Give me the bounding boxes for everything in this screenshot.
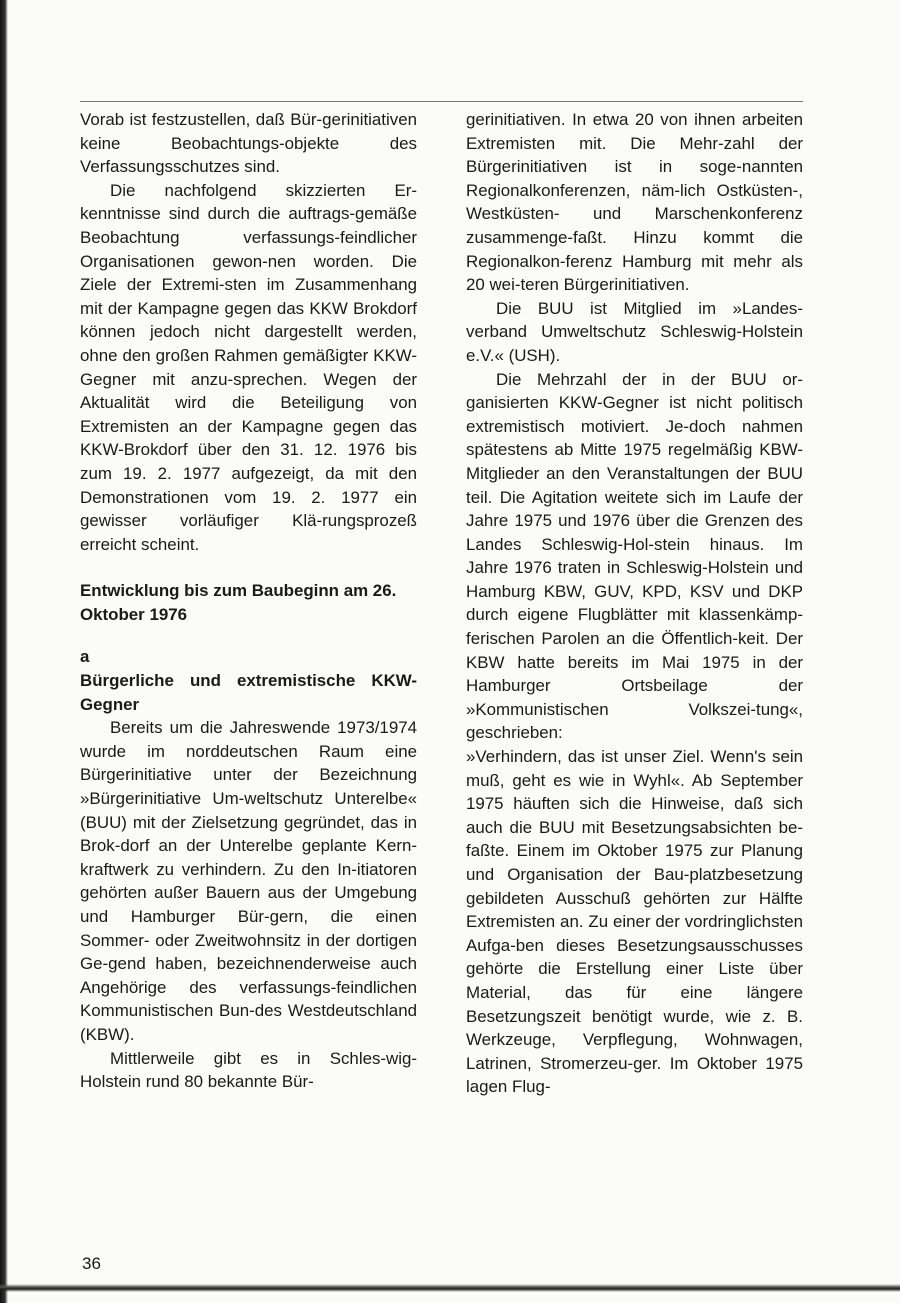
right-paragraph-2: Die BUU ist Mitglied im »Landes-verband Umweltschutz Schleswig-Holstein e.V.« (USH). [466,298,803,365]
left-paragraph-3: Bereits um die Jahreswende 1973/1974 wurde im norddeutschen Raum eine Bürgerinitiative unter der Bezeichnung »Bürgerinitiative Um-weltschutz Unterelbe« (BUU) mit der Zielsetzung gegründet, das in Brok-dorf an der Unterelbe geplante Kern-kraftwerk zu verhindern. Zu den In-itiatoren gehörten außer Bauern aus der Umgebung und Hamburger Bür-gern, die einen Sommer- oder Zweitwohnsitz in der dortigen Ge-gend haben, bezeichnenderweise auch Angehörige des verfassungs-feindlichen Kommunistischen Bun-des Westdeutschland (KBW). [80,718,417,1044]
right-paragraph-3: Die Mehrzahl der in der BUU or-ganisierten KKW-Gegner ist nicht politisch extremistisch motiviert. Je-doch nahmen spätestens ab Mitte 1975 regelmäßig KBW-Mitglieder an den Veranstaltungen der BUU teil. Die Agitation weitete sich im Laufe der Jahre 1975 und 1976 über die Grenzen des Landes Schleswig-Hol-stein hinaus. Im Jahre 1976 traten in Schleswig-Holstein und Hamburg KBW, GUV, KPD, KSV und DKP durch eigene Flugblätter mit klassenkämp-ferischen Parolen an die Öffentlich-keit. Der KBW hatte bereits im Mai 1975 in der Hamburger Ortsbeilage der »Kommunistischen Volkszei-tung«, geschrieben: [466,369,803,743]
subsection-heading: Bürgerliche und extremistische KKW-Gegner [80,671,417,714]
scan-edge-bottom [0,1284,900,1292]
left-paragraph-1: Vorab ist festzustellen, daß Bür-gerinitiativen keine Beobachtungs-objekte des Verfassungsschutzes sind. [80,110,417,177]
right-column [466,108,803,1099]
section-heading: Entwicklung bis zum Baubeginn am 26. Oktober 1976 [80,581,397,624]
left-column [80,108,417,1094]
spacer [80,556,417,579]
right-paragraph-1: gerinitiativen. In etwa 20 von ihnen arbeiten Extremisten mit. Die Mehr-zahl der Bürgerinitiativen ist in soge-nannten Regionalkonferenzen, näm-lich Ostküsten-, Westküsten- und Marschenkonferenz zusammenge-faßt. Hinzu kommt die Regionalkon-ferenz Hamburg mit mehr als 20 wei-teren Bürgerinitiativen. [466,110,803,295]
scan-edge-left [0,0,8,1303]
page-number: 36 [82,1254,101,1273]
left-paragraph-2: Die nachfolgend skizzierten Er-kenntnisse sind durch die auftrags-gemäße Beobachtung verfassungs-feindlicher Organisationen gewon-nen worden. Die Ziele der Extremi-sten im Zusammenhang mit der Kampagne gegen das KKW Brokdorf können jedoch nicht dargestellt werden, ohne den großen Rahmen gemäßigter KKW-Gegner mit anzu-sprechen. Wegen der Aktualität wird die Beteiligung von Extremisten an der Kampagne gegen das KKW-Brokdorf über den 31. 12. 1976 bis zum 19. 2. 1977 aufgezeigt, da mit den Demonstrationen vom 19. 2. 1977 ein gewisser vorläufiger Klä-rungsprozeß erreicht scheint. [80,180,417,554]
left-paragraph-4: Mittlerweile gibt es in Schles-wig-Holstein rund 80 bekannte Bür- [80,1048,417,1092]
right-paragraph-4: »Verhindern, das ist unser Ziel. Wenn's sein muß, geht es wie in Wyhl«. Ab September 1975 häuften sich die Hinweise, daß sich auch die BUU mit Besetzungsabsichten be-faßte. Einem im Oktober 1975 zur Planung und Organisation der Bau-platzbesetzung gebildeten Ausschuß gehörten zur Hälfte Extremisten an. Zu einer der vordringlichsten Aufga-ben dieses Besetzungsausschusses gehörte die Erstellung einer Liste über Material, das für eine längere Besetzungszeit benötigt wurde, wie z. B. Werkzeuge, Verpflegung, Wohnwagen, Latrinen, Stromerzeu-ger. Im Oktober 1975 lagen Flug- [466,747,803,1097]
spacer [80,626,417,645]
header-rule [80,101,803,102]
subsection-letter: a [80,647,90,667]
